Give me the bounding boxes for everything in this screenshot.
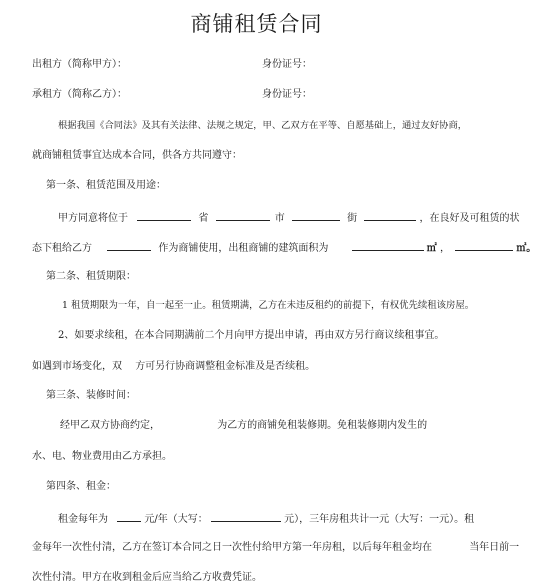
- a4-text-a: 租金每年为: [58, 514, 108, 525]
- lessor-id-label: 身份证号：: [262, 59, 312, 70]
- street-area-blank[interactable]: [292, 209, 340, 221]
- lessee-id-label: 身份证号：: [262, 89, 312, 100]
- lessee-label: 承租方（简称乙方）：: [32, 89, 127, 100]
- article4-heading: 第四条、租金：: [46, 481, 116, 492]
- article3-heading: 第三条、装修时间：: [46, 390, 136, 401]
- a1-text-f: 态下租给乙方: [32, 243, 92, 254]
- article2-heading: 第二条、租赁期限：: [46, 271, 136, 282]
- street-blank[interactable]: [364, 209, 416, 221]
- province-blank[interactable]: [137, 209, 191, 221]
- lessor-line: [32, 58, 127, 72]
- preamble-line-1: 根据我国《合同法》及其有关法律、法规之规定，甲、乙双方在平等、自愿基础上，通过友好协商，: [58, 120, 468, 131]
- article3-line-1: [60, 419, 427, 433]
- article2-clause-3: [32, 360, 315, 374]
- lessor-id-line: [262, 58, 312, 72]
- preamble-line-2: 就商铺租赁事宜达成本合同，供各方共同遵守：: [32, 150, 242, 161]
- lessor-label: 出租方（简称甲方）：: [32, 59, 127, 70]
- article1-heading: 第一条、租赁范围及用途：: [46, 180, 166, 191]
- a1-text-a: 甲方同意将位于: [58, 213, 128, 224]
- a1-text-c: 市: [274, 213, 285, 224]
- lessee-line: [32, 88, 127, 102]
- article2-clause-2: 2、如要求续租，在本合同期满前二个月向甲方提出申请，再由双方另行商议续租事宜。: [58, 330, 445, 341]
- a3-text-a: 经甲乙双方协商约定，: [60, 420, 160, 431]
- area-blank-2[interactable]: [455, 239, 513, 251]
- a4-text-e: 当年日前一: [469, 542, 520, 553]
- a4-text-c: 元），三年房租共计一元（大写：一元）。租: [284, 514, 475, 525]
- a3-text-b: 为乙方的商铺免租装修期。免租装修期内发生的: [217, 420, 428, 431]
- area-unit-1: ㎡: [426, 243, 437, 254]
- a4-text-b: 元/年（大写：: [144, 514, 208, 525]
- a2-text-b: 方可另行协商调整租金标准及是否续租。: [135, 361, 316, 372]
- a4-text-d: 金每年一次性付清，乙方在签订本合同之日一次性付给甲方第一年房租，以后每年租金均在: [32, 542, 432, 553]
- article3-line-2: 水、电、物业费用由乙方承担。: [32, 451, 172, 462]
- area-comma: ，: [439, 243, 450, 254]
- document-title: 商铺租赁合同: [190, 12, 323, 36]
- lessee-name-blank[interactable]: [107, 239, 151, 251]
- article1-line-1: [58, 209, 520, 226]
- a1-text-g: 作为商铺使用，出租商铺的建筑面积为: [158, 243, 329, 254]
- article4-line-1: [58, 510, 474, 527]
- a1-text-e: ，在良好及可租赁的状: [419, 213, 520, 224]
- area-unit-2: ㎡。: [516, 243, 536, 254]
- annual-rent-words-blank[interactable]: [211, 510, 281, 522]
- article2-clause-1: 1 租赁期限为一年，自一起至一止。租赁期满，乙方在未违反租约的前提下，有权优先续租该房屋。: [62, 300, 475, 311]
- annual-rent-blank[interactable]: [117, 510, 141, 522]
- area-blank-1[interactable]: [352, 239, 424, 251]
- article4-line-2: [32, 541, 519, 555]
- city-blank[interactable]: [216, 209, 270, 221]
- lessee-id-line: [262, 88, 312, 102]
- a2-text-a: 如遇到市场变化，双: [32, 361, 122, 372]
- a1-text-d: 街: [347, 213, 358, 224]
- a1-text-b: 省: [198, 213, 209, 224]
- article4-line-3: 次性付清。甲方在收到租金后应当给乙方收费凭证。: [32, 572, 262, 583]
- article1-line-2: [32, 239, 536, 256]
